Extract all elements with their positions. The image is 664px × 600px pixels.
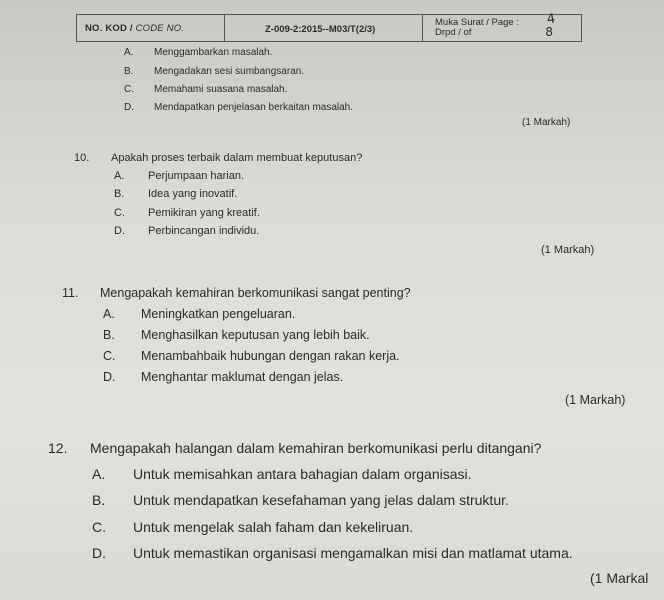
q10-number: 10. (74, 152, 90, 164)
q12-option-a-letter: A. (92, 466, 106, 482)
q11-option-a-letter: A. (103, 307, 115, 321)
q10-option-a-letter: A. (114, 170, 125, 182)
q9-option-d-text: Mendapatkan penjelasan berkaitan masalah. (154, 102, 354, 113)
q12-option-a-text: Untuk memisahkan antara bahagian dalam organisasi. (133, 466, 472, 482)
q11-option-b-text: Menghasilkan keputusan yang lebih baik. (141, 328, 370, 342)
q12-option-d-letter: D. (92, 545, 106, 561)
q9-option-d-letter: D. (124, 102, 134, 113)
page-total: 8 (545, 25, 553, 39)
q12-option-b-letter: B. (92, 492, 106, 508)
code-label-cell (77, 15, 225, 41)
q9-marks: (1 Markah) (522, 117, 571, 128)
q10-question: Apakah proses terbaik dalam membuat keputusan? (111, 152, 363, 164)
q10-option-c-text: Pemikiran yang kreatif. (148, 207, 260, 219)
q12-number: 12. (48, 440, 68, 456)
q9-option-c-letter: C. (124, 84, 134, 95)
q10-option-b-letter: B. (114, 188, 125, 200)
q9-option-b-text: Mengadakan sesi sumbangsaran. (154, 66, 305, 77)
page-of-label: Drpd / of (435, 27, 472, 38)
q9-option-a-text: Menggambarkan masalah. (154, 47, 273, 58)
q12-option-c-letter: C. (92, 519, 106, 535)
no-kod-label: NO. KOD / (85, 23, 136, 34)
q10-option-d-text: Perbincangan individu. (148, 225, 260, 237)
q10-option-d-letter: D. (114, 225, 125, 237)
q11-option-c-letter: C. (103, 349, 116, 363)
q10-marks: (1 Markah) (541, 244, 595, 256)
code-value: Z-009-2:2015--M03/T(2/3) (265, 24, 376, 35)
q12-option-d-text: Untuk memastikan organisasi mengamalkan misi dan matlamat utama. (133, 545, 573, 561)
q11-question: Mengapakah kemahiran berkomunikasi sangat penting? (100, 286, 411, 300)
q11-option-b-letter: B. (103, 328, 115, 342)
q11-marks: (1 Markah) (565, 393, 626, 407)
q10-option-a-text: Perjumpaan harian. (148, 170, 245, 182)
q11-option-d-letter: D. (103, 370, 116, 384)
q9-option-a-letter: A. (124, 47, 134, 58)
q12-option-c-text: Untuk mengelak salah faham dan kekeliruan. (133, 519, 414, 535)
q11-number: 11. (62, 286, 79, 300)
q12-marks: (1 Markal (590, 570, 649, 586)
q9-option-b-letter: B. (124, 66, 134, 77)
page-label: Muka Surat / Page : (435, 17, 519, 28)
q11-option-c-text: Menambahbaik hubungan dengan rakan kerja. (141, 349, 400, 363)
q10-option-c-letter: C. (114, 207, 125, 219)
q9-option-c-text: Memahami suasana masalah. (154, 84, 288, 95)
page-number: 4 (545, 11, 556, 28)
q11-option-d-text: Menghantar maklumat dengan jelas. (141, 370, 344, 384)
q12-question: Mengapakah halangan dalam kemahiran berkomunikasi perlu ditangani? (90, 440, 542, 456)
code-no-label: CODE NO. (135, 23, 185, 34)
header-table (76, 11, 582, 42)
q10-option-b-text: Idea yang inovatif. (148, 188, 238, 200)
page-cell (423, 11, 581, 41)
code-value-cell (225, 15, 423, 41)
q12-option-b-text: Untuk mendapatkan kesefahaman yang jelas dalam struktur. (133, 492, 509, 508)
q11-option-a-text: Meningkatkan pengeluaran. (141, 307, 296, 321)
